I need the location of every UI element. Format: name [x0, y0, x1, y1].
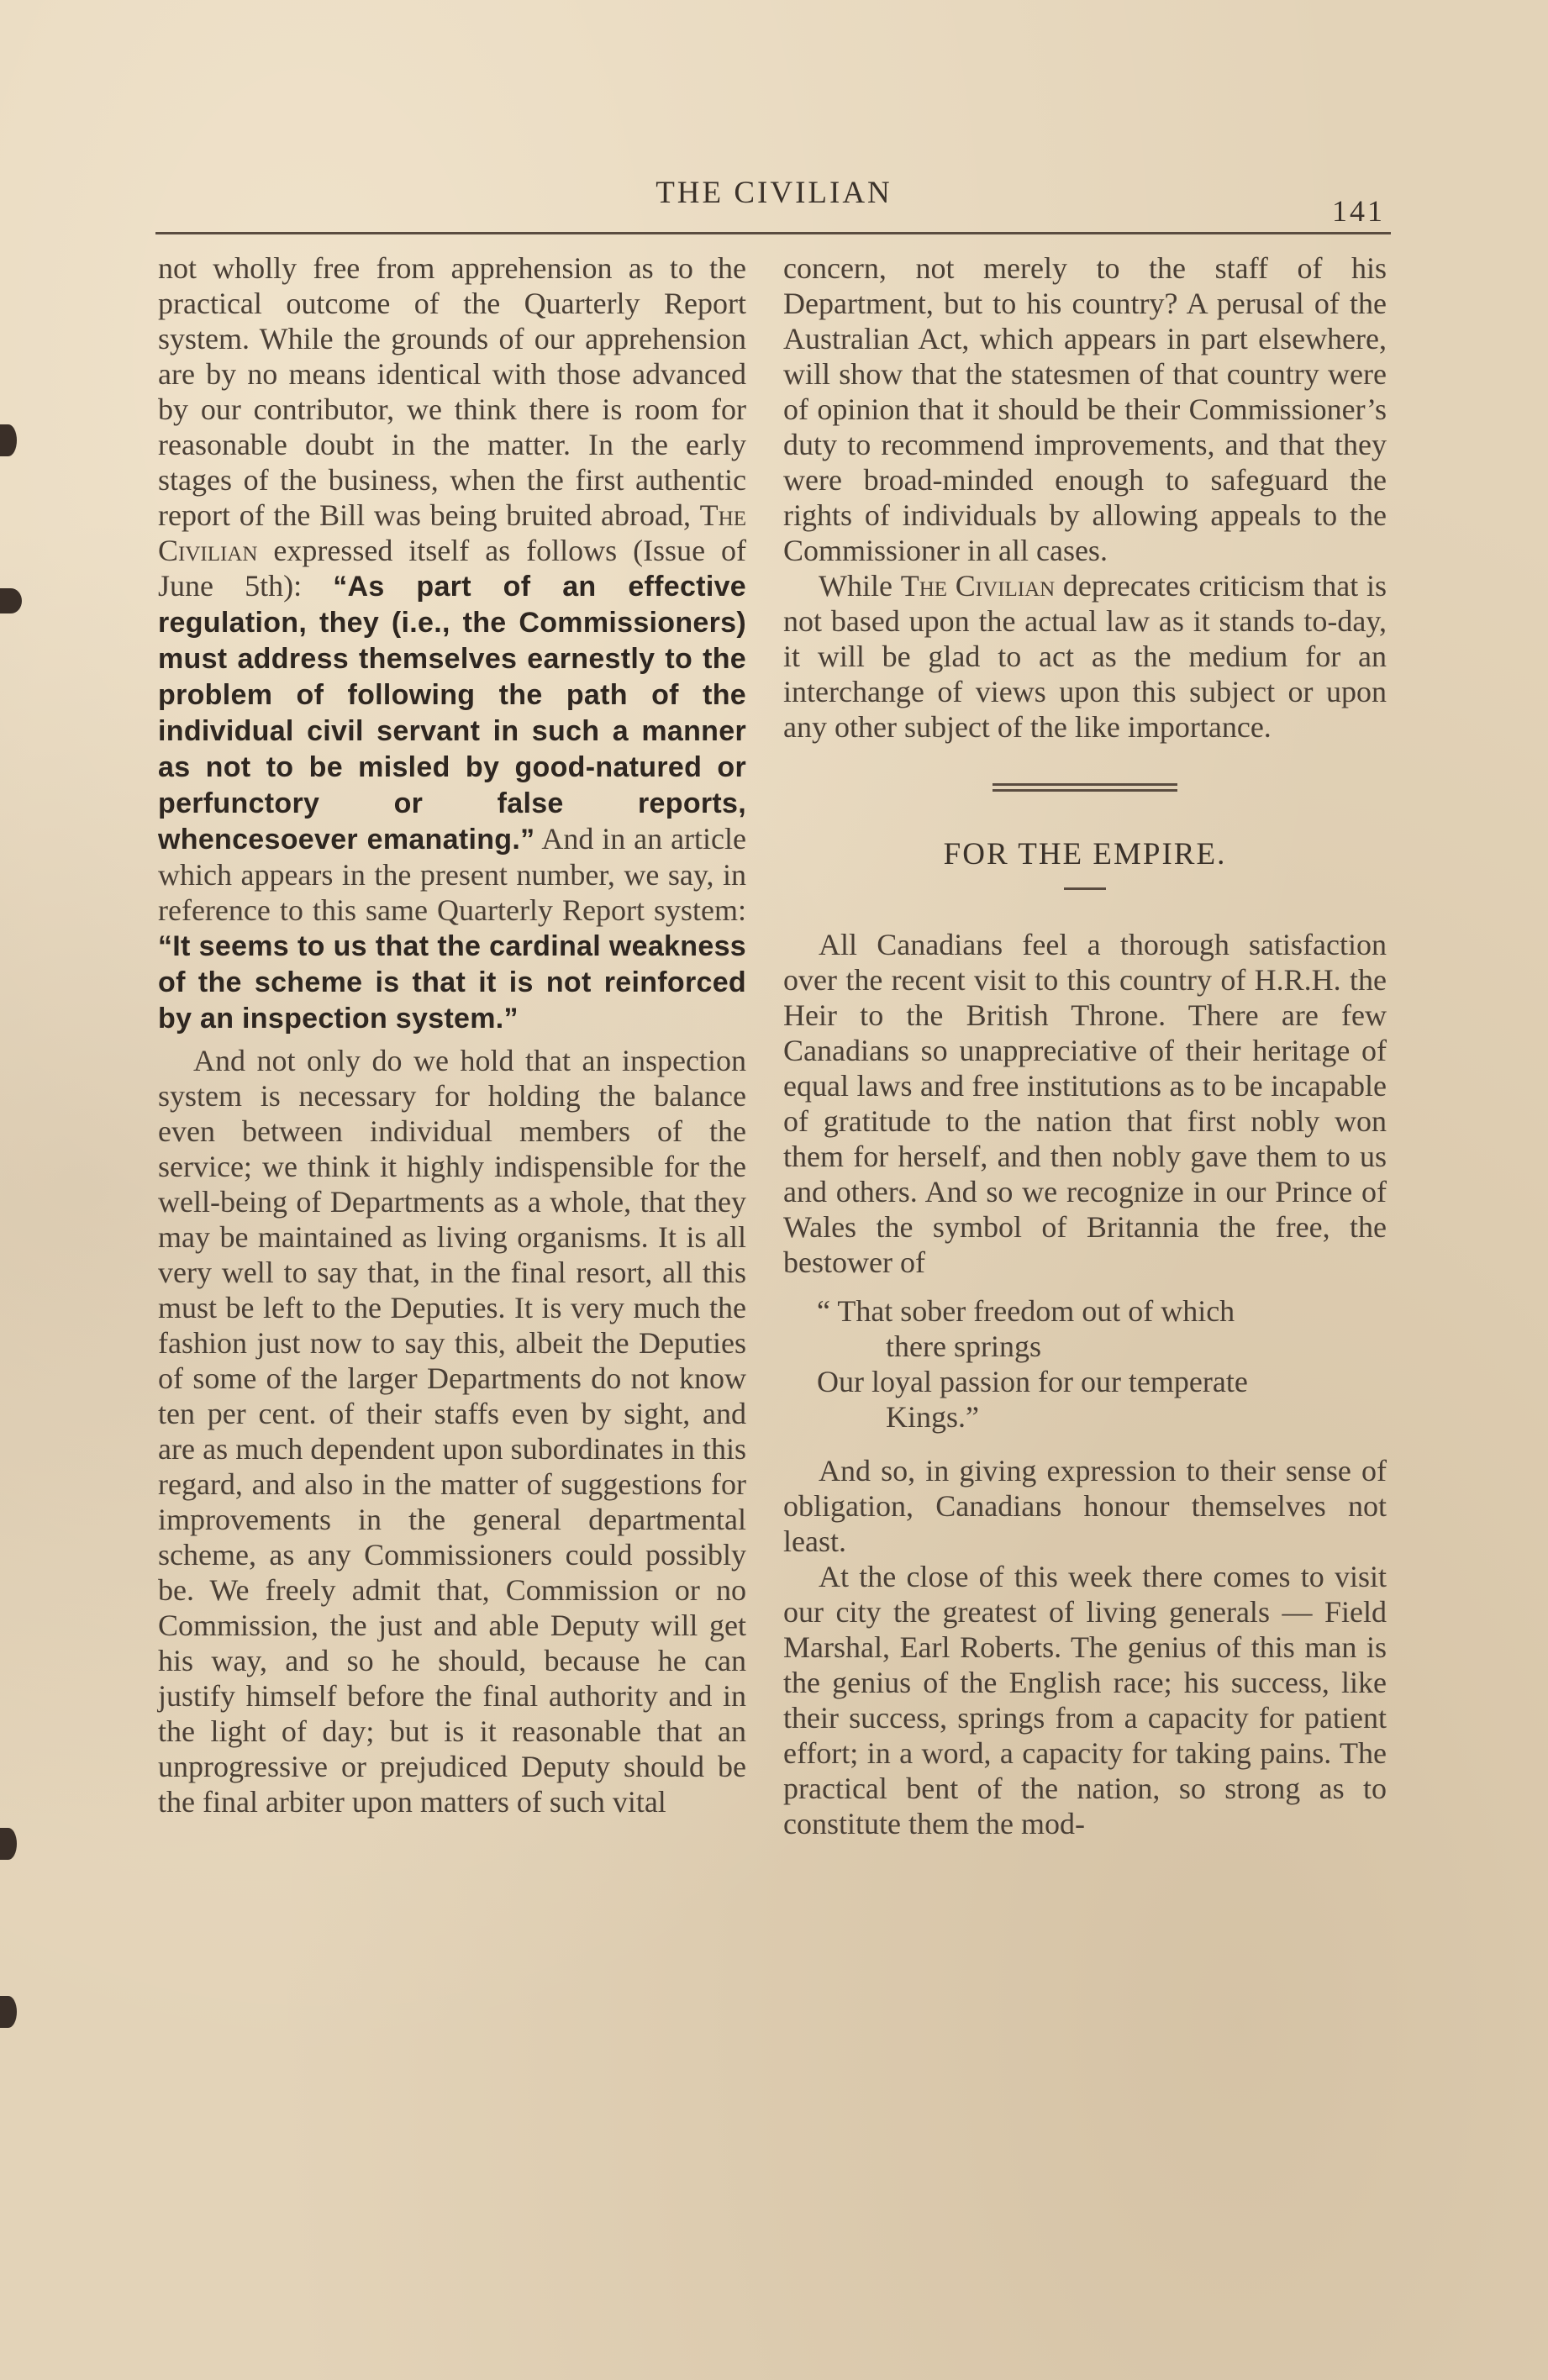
binding-hole-mark	[0, 588, 22, 613]
section-divider	[993, 783, 1177, 792]
binding-hole-mark	[0, 1828, 17, 1860]
paragraph: All Canadians feel a thorough satisfaction over the recent visit to this country of H.R.H. the Heir to the British Throne. There are few Canadians so unappreciative of their heritage of equal laws and free institutions as to be incapable of gratitude to the nation that first nobly won them for herself, and then nobly gave them to us and others. And so we recognize in our Prince of Wales the symbol of Britannia the free, the bestower of	[783, 928, 1387, 1279]
page-number: 141	[1332, 194, 1385, 228]
body-text: deprecates criticism that is not based upon the actual law as it stands to-day, it will be glad to act as the medium for an interchange of views upon this subject or upon any other subject of the like importance.	[783, 569, 1387, 744]
paragraph: And so, in giving expression to their sense of obligation, Canadians honour themselves not least.	[783, 1454, 1387, 1558]
verse-line: Kings.”	[886, 1400, 979, 1434]
header-rule	[155, 232, 1391, 234]
paragraph: At the close of this week there comes to visit our city the greatest of living generals — Field Marshal, Earl Roberts. The genius of this man is the genius of the English race; his success, like their success, springs from a capacity for patient effort; in a word, a capacity for taking pains. The practical bent of the nation, so strong as to constitute them the mod-	[783, 1560, 1387, 1840]
body-text: And in an article which appears in the present number, we say, in reference to this same Quarterly Report system:	[158, 822, 747, 927]
publication-name: The Civilian	[158, 498, 746, 567]
paragraph	[783, 568, 1387, 745]
paragraph: And not only do we hold that an inspection system is necessary for holding the balance even between individual members of the service; we think it highly indispensible for the well-being of Departments as a whole, that they may be maintained as living organisms. It is all very well to say that, in the final resort, all this must be left to the Deputies. It is very much the fashion just now to say this, albeit the Deputies of some of the larger Departments do not know ten per cent. of their staffs even by sight, and are as much dependent upon subordinates in this regard, and also in the matter of suggestions for improvements in the general departmental scheme, as any Commissioners could possibly be. We freely admit that, Commission or no Commission, the just and able Deputy will get his way, and so he should, because he can justify himself before the final authority and in the light of day; but is it reasonable that an unprogressive or prejudiced Deputy should be the final arbiter upon matters of such vital	[158, 1044, 746, 1819]
binding-hole-mark	[0, 424, 17, 456]
bold-quote: “As part of an effective regulation, they (i.e., the Commissioners) must address themselves earnestly to the problem of following the path of the individual civil servant in such a manner as not to be misled by good-natured or perfunctory or false reports, whencesoever emanating.”	[158, 571, 746, 856]
verse-line: “ That sober freedom out of which	[817, 1294, 1235, 1328]
body-text: While	[819, 569, 901, 603]
right-column	[783, 250, 1387, 1841]
verse-quote	[817, 1293, 1387, 1435]
title-dash	[1064, 887, 1106, 890]
paragraph: concern, not merely to the staff of his Department, but to his country? A perusal of the Australian Act, which appears in part elsewhere, will show that the statesmen of that country were of opinion that it should be their Commissioner’s duty to recommend improvements, and that they were broad-minded enough to safeguard the rights of individuals by allowing appeals to the Commissioner in all cases.	[783, 251, 1387, 567]
paragraph	[158, 250, 746, 1036]
publication-name: The Civilian	[900, 569, 1056, 603]
verse-line: Our loyal passion for our temperate	[817, 1365, 1248, 1398]
verse-line: there springs	[886, 1330, 1041, 1363]
left-column	[158, 250, 746, 1819]
running-head: THE CIVILIAN	[656, 176, 892, 210]
section-title: FOR THE EMPIRE.	[943, 837, 1227, 871]
binding-hole-mark	[0, 1996, 17, 2028]
body-text: not wholly free from apprehension as to the practical outcome of the Quarterly Report system. While the grounds of our apprehension are by no means identical with those advanced by our contributor, we think there is room for reasonable doubt in the matter. In the early stages of the business, when the first authentic report of the Bill was being bruited abroad,	[158, 251, 746, 532]
body-text: expressed itself as follows (Issue of June 5th):	[158, 534, 746, 603]
bold-quote: “It seems to us that the cardinal weakness of the scheme is that it is not reinforced by an inspection system.”	[158, 930, 746, 1035]
